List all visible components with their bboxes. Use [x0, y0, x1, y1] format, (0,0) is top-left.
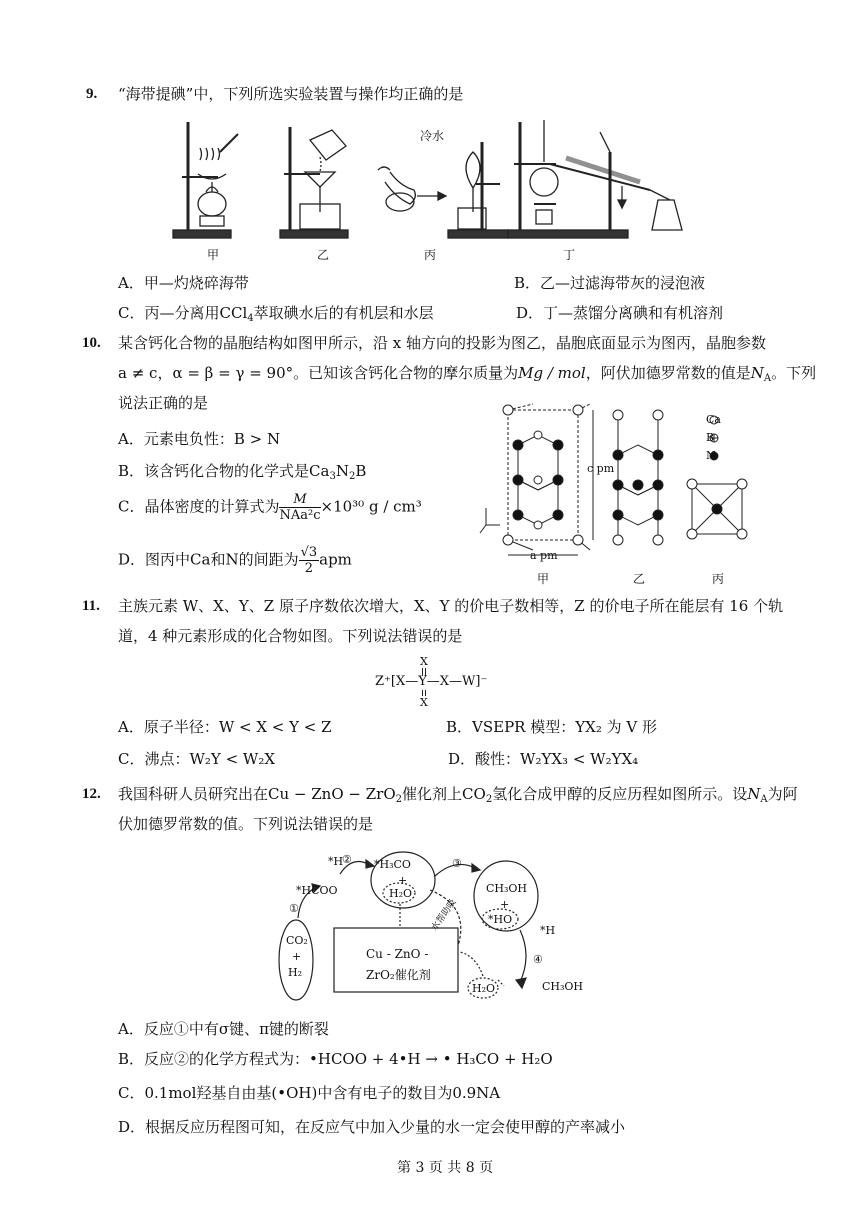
diagram-plus2: + [500, 898, 510, 911]
q10-option-d: D．图丙中Ca和N的间距为 $\frac{√3}{2}$ apm [118, 545, 352, 576]
diagram-h2o: H₂O [389, 887, 413, 900]
q12-stem-line1: 我国科研人员研究出在Cu − ZnO − ZrO$_2$催化剂上$CO_2$氢化合成甲醇的反应历程如图所示。设$N_A$为阿 [118, 785, 798, 805]
diagram-plus3: + [292, 950, 302, 963]
q10-option-c: C．晶体密度的计算式为 $\frac{M}{\text{NAa²c}}$ ×10³⁰ g / cm³ [118, 492, 422, 523]
q9-option-a: A．甲—灼烧碎海带 [118, 274, 249, 292]
q10-label-yi: 乙 [633, 572, 646, 586]
q11-number: 11. [82, 598, 100, 614]
diagram-ch3oh-out: CH₃OH [542, 980, 584, 993]
diagram-ho: *HO [488, 913, 513, 926]
diagram-ch3oh: CH₃OH [486, 882, 528, 895]
apparatus-ding [508, 120, 682, 238]
diagram-catalyst-line1: Cu - ZnO - [366, 947, 429, 961]
legend-ca: Ca [706, 413, 721, 426]
q9-stem: “海带提碘”中，下列所选实验装置与操作均正确的是 [118, 85, 464, 103]
q10-label-jia: 甲 [537, 572, 550, 586]
base-bing [687, 479, 747, 539]
apparatus-yi [280, 127, 348, 238]
q11-stem-line1: 主族元素 W、X、Y、Z 原子序数依次增大，X、Y 的价电子数相等，Z 的价电子所在能层有 16 个轨 [118, 597, 784, 615]
diagram-h-star: *H [328, 855, 344, 868]
q10-stem-line1: 某含钙化合物的晶胞结构如图甲所示，沿 x 轴方向的投影为图乙，晶胞底面显示为图丙，晶胞参数 [118, 334, 767, 352]
q11-stem-line2: 道，4 种元素形成的化合物如图。下列说法错误的是 [118, 627, 463, 645]
q10-option-b: B．该含钙化合物的化学式是$Ca_3N_2B$ [118, 462, 367, 482]
q9-label-jia: 甲 [207, 248, 220, 262]
page-footer: 第 3 页 共 8 页 [397, 1160, 494, 1176]
diagram-co2: CO₂ [286, 934, 308, 947]
projection-yi [613, 410, 663, 545]
label-c-pm: c pm [587, 462, 615, 475]
q10-crystal-figure [478, 400, 778, 575]
q10-stem-line2: a ≠ c，α = β = γ = 90°。已知该含钙化合物的摩尔质量为Mg / mol，阿伏加德罗常数的值是$N_A$。下列 [118, 364, 817, 384]
q11-structure: X X Z⁺[X—Y—X—W]⁻ [375, 655, 488, 709]
q9-label-ding: 丁 [563, 248, 576, 262]
q10-number: 10. [82, 335, 101, 351]
diagram-h3co: *H₃CO [374, 858, 411, 871]
q11-option-b: B．VSEPR 模型：YX₂ 为 V 形 [446, 718, 657, 736]
diagram-step3: ③ [452, 857, 462, 870]
label-a-pm: a pm [530, 549, 558, 562]
q9-number: 9. [86, 86, 98, 102]
diagram-h2o-out: H₂O [472, 982, 496, 995]
q9-option-b: B．乙—过滤海带灰的浸泡液 [514, 274, 706, 292]
diagram-catalyst-line2: ZrO₂催化剂 [366, 968, 431, 982]
q12-option-b: B．反应②的化学方程式为：•HCOO + 4•H → • H₃CO + H₂O [118, 1050, 553, 1068]
diagram-step2: ② [342, 853, 352, 866]
diagram-step1: ① [289, 902, 299, 915]
diagram-plus1: + [398, 874, 408, 887]
q11-option-d: D．酸性：W₂YX₃ < W₂YX₄ [448, 750, 639, 768]
diagram-h-star2: *H [540, 924, 556, 937]
unit-cell-jia [503, 404, 593, 555]
q12-stem-line2: 伏加德罗常数的值。下列说法错误的是 [118, 815, 374, 833]
q10-option-a: A．元素电负性：B > N [118, 430, 281, 448]
q9-option-c: C．丙—分离用CCl$_4$萃取碘水后的有机层和水层 [118, 304, 434, 324]
q9-option-d: D．丁—蒸馏分离碘和有机溶剂 [516, 304, 724, 322]
q12-option-d: D．根据反应历程图可知，在反应气中加入少量的水一定会使甲醇的产率减小 [118, 1118, 626, 1136]
q12-number: 12. [82, 786, 101, 802]
q12-option-a: A．反应①中有σ键、π键的断裂 [118, 1020, 329, 1038]
q10-stem-line3: 说法正确的是 [118, 394, 209, 412]
diagram-h2: H₂ [288, 966, 303, 979]
q9-label-yi: 乙 [317, 248, 330, 262]
q10-label-bing: 丙 [712, 572, 725, 586]
diagram-step4: ④ [533, 953, 543, 966]
legend-b: B [706, 431, 715, 444]
apparatus-bing [378, 142, 508, 238]
q9-label-bing: 丙 [424, 248, 437, 262]
diagram-water-help: 水帮助吸 [429, 897, 459, 933]
q12-option-c: C．0.1mol羟基自由基(•OH)中含有电子的数目为0.9NA [118, 1084, 501, 1102]
q11-option-c: C．沸点：W₂Y < W₂X [118, 750, 276, 768]
apparatus-jia [173, 122, 238, 238]
q9-cold-water-label: 冷水 [420, 129, 445, 143]
legend-n: N [706, 449, 716, 462]
diagram-hcoo: *HCOO [296, 884, 338, 897]
q11-option-a: A．原子半径：W < X < Y < Z [118, 718, 332, 736]
